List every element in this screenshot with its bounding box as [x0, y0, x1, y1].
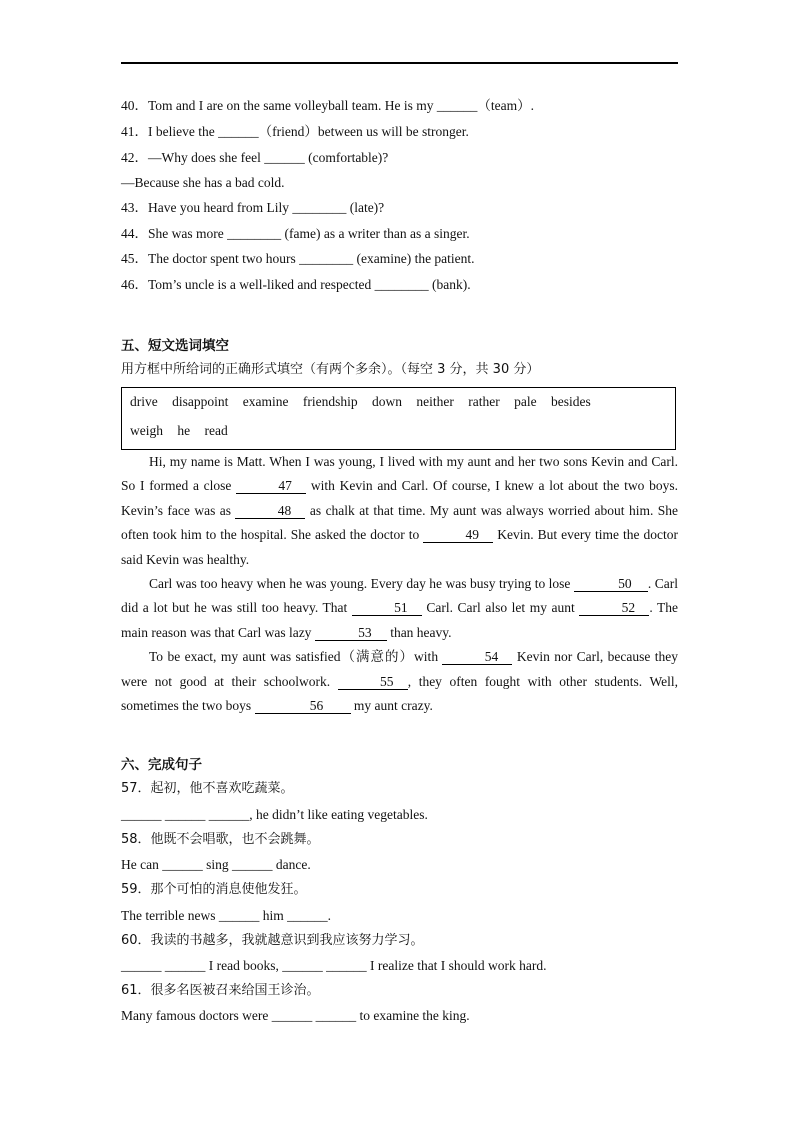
word-bank-item: pale — [514, 394, 537, 409]
section-5-instructions: 用方框中所给词的正确形式填空（有两个多余）。（每空 3 分，共 30 分） — [121, 362, 540, 377]
question-57-english: ______ ______ ______, he didn’t like eating vegetables. — [121, 807, 428, 822]
passage-paragraph-2 — [121, 572, 678, 645]
blank-56: 56 — [255, 699, 351, 714]
question-41: 41．I believe the ______（friend）between us will be stronger. — [121, 124, 469, 139]
question-58-english: He can ______ sing ______ dance. — [121, 857, 311, 872]
word-bank-item: friendship — [302, 394, 358, 409]
question-60-english: ______ ______ I read books, ______ ______ I realize that I should work hard. — [121, 958, 547, 973]
passage-text: Carl was too heavy when he was young. Every day he was busy trying to lose — [149, 576, 574, 592]
header-rule — [121, 62, 678, 64]
section-5-title: 五、短文选词填空 — [121, 338, 229, 354]
blank-54: 54 — [442, 650, 512, 665]
passage-text: with Kevin and Carl. Of course, I knew a lot about the two boys. Kevin’s face was as — [121, 478, 678, 518]
passage-text: Kevin. But every time the doctor said Kevin was healthy. — [121, 527, 679, 567]
passage-text: , they often fought with other students. Well, sometimes the two boys — [121, 673, 678, 714]
question-43: 43．Have you heard from Lily ________ (late)? — [121, 200, 385, 215]
blank-50: 50 — [574, 577, 648, 592]
question-42-answer-line: —Because she has a bad cold. — [121, 175, 285, 190]
question-58-chinese: 58．他既不会唱歌，也不会跳舞。 — [121, 832, 320, 847]
word-bank-item: rather — [468, 394, 500, 409]
question-61-chinese: 61．很多名医被召来给国王诊治。 — [121, 983, 320, 998]
word-bank-row-1 — [130, 394, 602, 410]
blank-47: 47 — [236, 479, 306, 494]
blank-48: 48 — [235, 504, 305, 519]
question-57-chinese: 57．起初，他不喜欢吃蔬菜。 — [121, 781, 294, 796]
question-42: 42．—Why does she feel ______ (comfortable)? — [121, 150, 389, 165]
question-40: 40．Tom and I are on the same volleyball team. He is my ______（team）. — [121, 98, 534, 113]
passage-text: Carl. Carl also let my aunt — [421, 600, 580, 616]
blank-51: 51 — [352, 601, 422, 616]
passage-text: . Carl did a lot but he was still too heavy. That — [121, 576, 678, 616]
passage-paragraph-3 — [121, 645, 678, 718]
passage-text: . The main reason was that Carl was lazy — [121, 600, 679, 640]
blank-53: 53 — [315, 626, 387, 641]
passage-text: my aunt crazy. — [350, 698, 433, 714]
blank-49: 49 — [423, 528, 493, 543]
passage-paragraph-1 — [121, 450, 678, 572]
blank-55: 55 — [338, 675, 408, 690]
passage-text: To be exact, my aunt was satisfied（满意的）with — [149, 649, 443, 665]
word-bank-item: disappoint — [172, 394, 229, 409]
word-bank-item: he — [177, 423, 191, 438]
blank-52: 52 — [579, 601, 649, 616]
word-bank-item: weigh — [130, 423, 163, 438]
passage-text: than heavy. — [386, 624, 452, 640]
passage-text: Kevin nor Carl, because they were not good at their schoolwork. — [121, 649, 678, 689]
question-60-chinese: 60．我读的书越多，我就越意识到我应该努力学习。 — [121, 933, 424, 948]
word-bank-item: examine — [242, 394, 289, 409]
passage-text: Hi, my name is Matt. When I was young, I lived with my aunt and her two sons Kevin and Carl. So I formed a close — [121, 454, 678, 494]
word-bank-item: besides — [550, 394, 591, 409]
word-bank-item: neither — [416, 394, 454, 409]
question-59-chinese: 59．那个可怕的消息使他发狂。 — [121, 882, 307, 897]
question-45: 45．The doctor spent two hours ________ (examine) the patient. — [121, 251, 475, 266]
passage-text: as chalk at that time. My aunt was always worried about him. She often took him to the hospital. She asked the doctor to — [121, 502, 678, 543]
passage — [121, 450, 678, 718]
word-bank-row-2 — [130, 423, 239, 439]
word-bank-item: down — [371, 394, 402, 409]
word-bank-item: drive — [130, 394, 158, 409]
question-61-english: Many famous doctors were ______ ______ to examine the king. — [121, 1008, 470, 1023]
word-bank-box — [121, 387, 676, 450]
word-bank-item: read — [204, 423, 228, 438]
question-59-english: The terrible news ______ him ______. — [121, 908, 331, 923]
section-6-title: 六、完成句子 — [121, 757, 202, 773]
question-44: 44．She was more ________ (fame) as a writer than as a singer. — [121, 226, 470, 241]
question-46: 46．Tom’s uncle is a well-liked and respected ________ (bank). — [121, 277, 471, 292]
